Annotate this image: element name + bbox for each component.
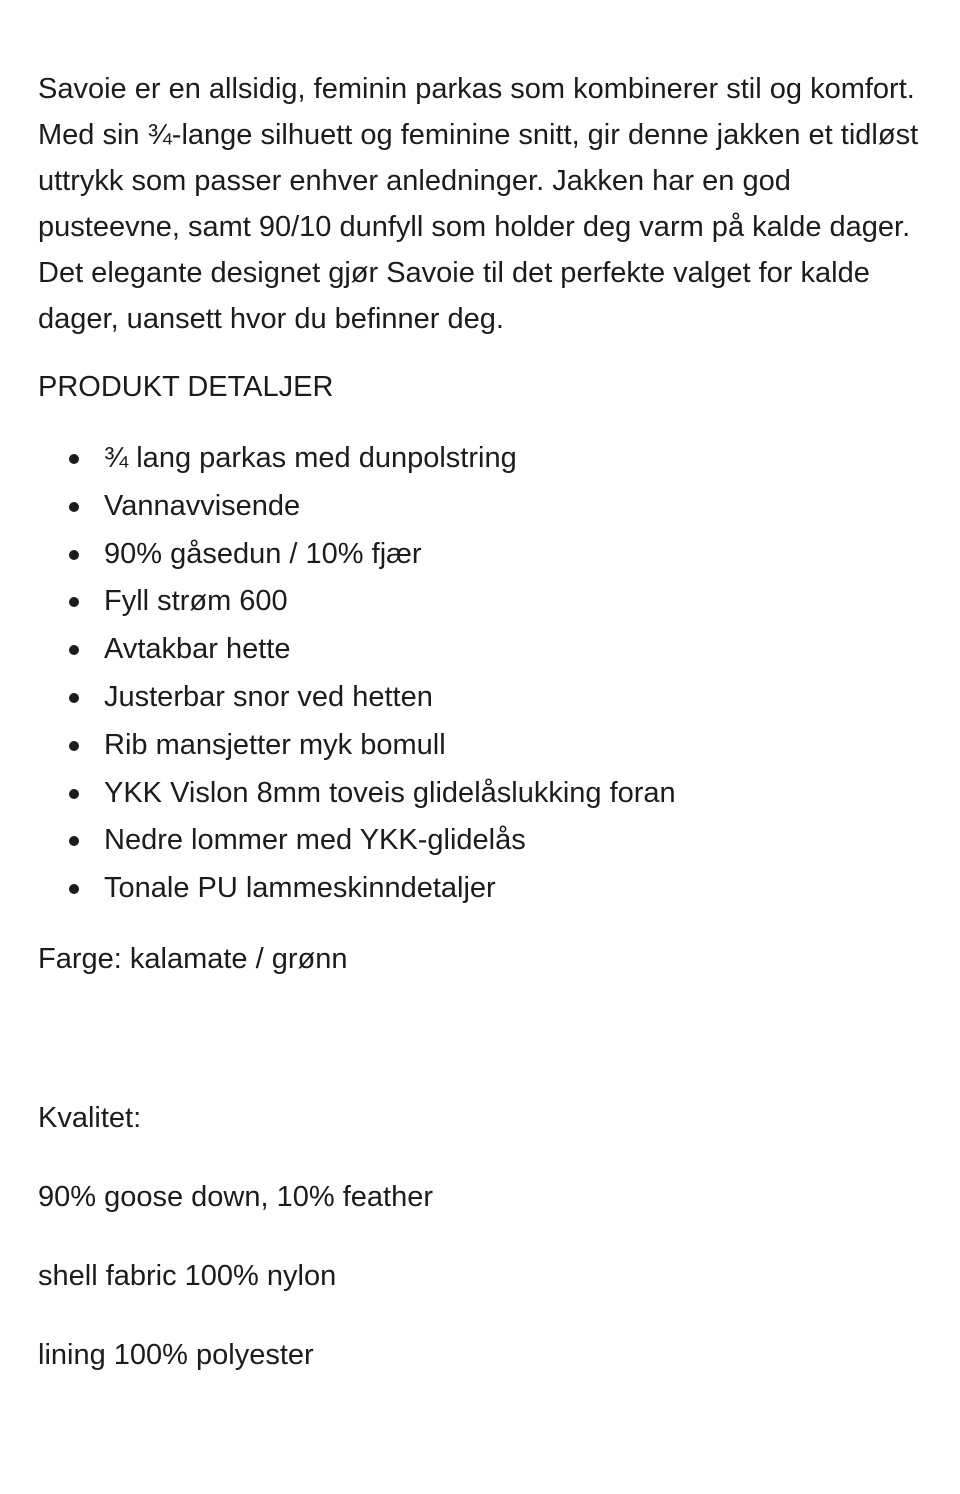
bullet-icon	[69, 789, 79, 799]
list-item	[38, 770, 922, 818]
bullet-icon	[69, 645, 79, 655]
list-item	[38, 578, 922, 626]
quality-heading: Kvalitet:	[38, 1101, 142, 1134]
details-list	[38, 435, 922, 913]
list-item-label: YKK Vislon 8mm toveis glidelåslukking foran	[104, 776, 676, 809]
list-item-label: Vannavvisende	[104, 489, 301, 522]
list-item	[38, 722, 922, 770]
list-item	[38, 531, 922, 579]
list-item-label: Tonale PU lammeskinndetaljer	[104, 872, 496, 905]
list-item-label: Justerbar snor ved hetten	[104, 680, 433, 713]
list-item-label: 90% gåsedun / 10% fjær	[104, 537, 422, 570]
color-info: Farge: kalamate / grønn	[38, 942, 348, 975]
list-item-label: Rib mansjetter myk bomull	[104, 728, 446, 761]
list-item-label: ¾ lang parkas med dunpolstring	[104, 442, 517, 474]
list-item	[38, 483, 922, 531]
quality-shell: shell fabric 100% nylon	[38, 1259, 337, 1292]
list-item-label: Avtakbar hette	[104, 633, 291, 666]
bullet-icon	[69, 502, 79, 512]
bullet-icon	[69, 550, 79, 560]
list-item	[38, 674, 922, 722]
list-item	[38, 817, 922, 865]
bullet-icon	[69, 454, 79, 464]
bullet-icon	[69, 836, 79, 846]
bullet-icon	[69, 597, 79, 607]
bullet-icon	[69, 741, 79, 751]
list-item	[38, 435, 922, 483]
details-heading: PRODUKT DETALJER	[38, 371, 334, 403]
bullet-icon	[69, 884, 79, 894]
bullet-icon	[69, 693, 79, 703]
list-item	[38, 626, 922, 674]
list-item	[38, 865, 922, 913]
quality-down: 90% goose down, 10% feather	[38, 1180, 433, 1213]
quality-lining: lining 100% polyester	[38, 1338, 314, 1371]
description-paragraph: Savoie er en allsidig, feminin parkas som kombinerer stil og komfort. Med sin ¾-lange silhuett og feminine snitt, gir denne jakken et tidløst uttrykk som passer enhver anledninger. Jakken har en god pusteevne, samt 90/10 dunfyll som holder deg varm på kalde dager. Det elegante designet gjør Savoie til det perfekte valget for kalde dager, uansett hvor du befinner deg.	[38, 73, 919, 335]
list-item-label: Fyll strøm 600	[104, 585, 288, 618]
list-item-label: Nedre lommer med YKK-glidelås	[104, 824, 526, 857]
